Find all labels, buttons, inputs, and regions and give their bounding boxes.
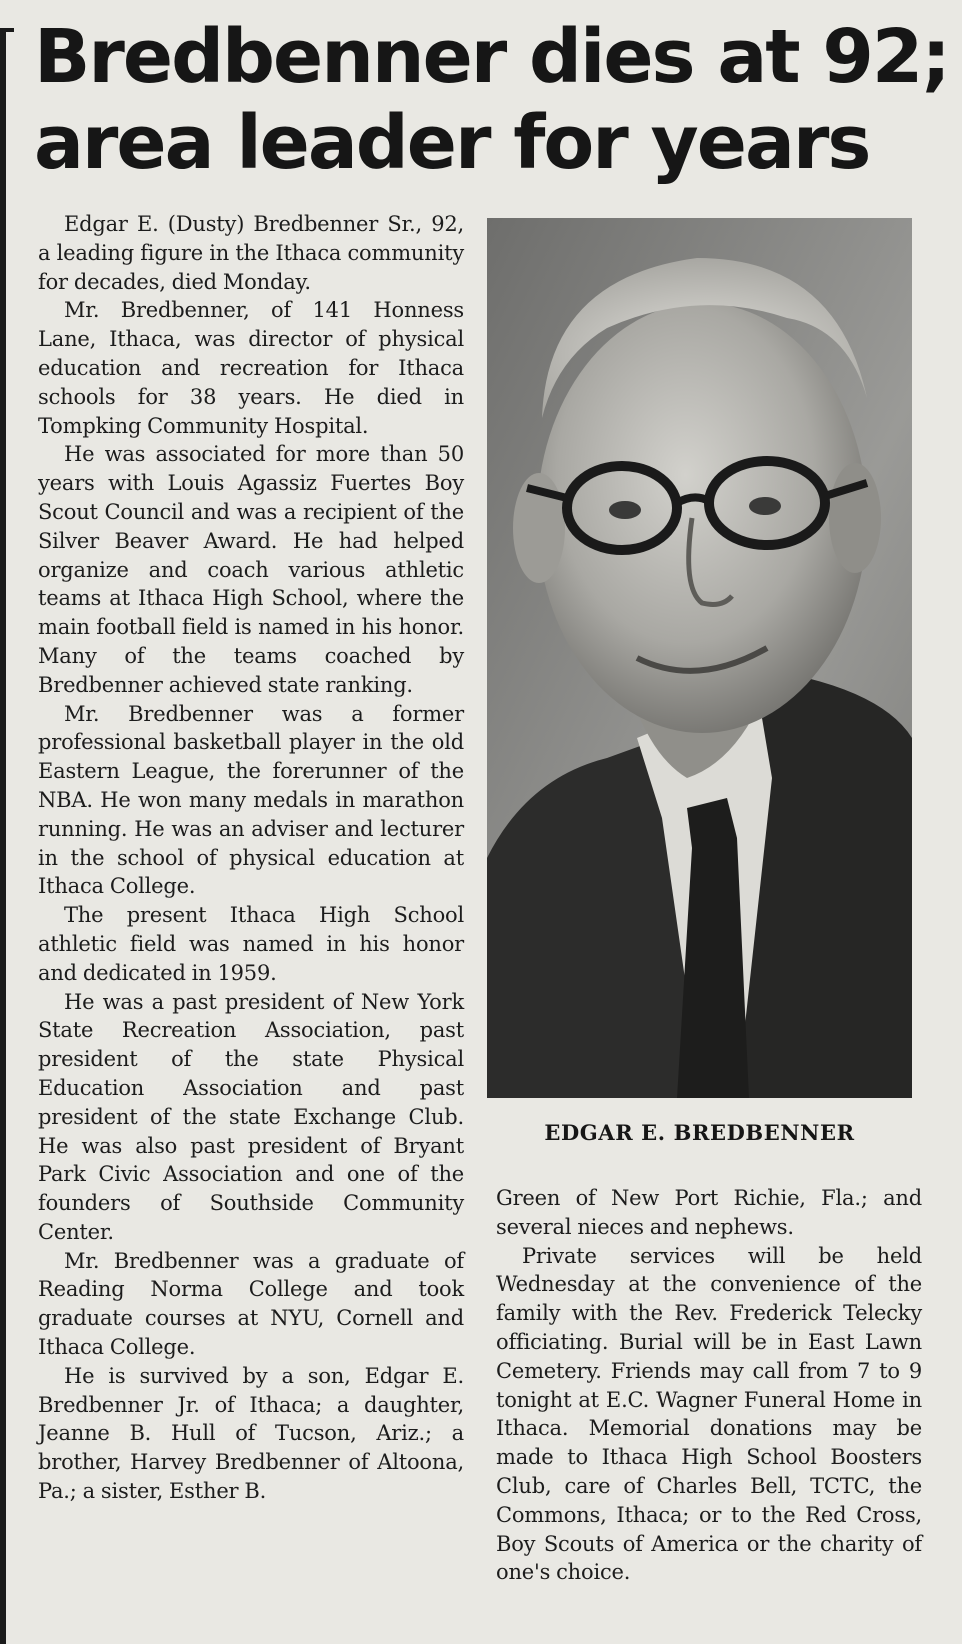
portrait-photo [487, 218, 912, 1098]
article-paragraph: Green of New Port Richie, Fla.; and several nieces and nephews. [496, 1186, 922, 1239]
article-paragraph: Mr. Bredbenner, of 141 Honness Lane, Ithaca, was director of physical education and recreation for Ithaca schools for 38 years. He died in Tompking Community Hospital. [38, 298, 464, 438]
article-paragraph: He is survived by a son, Edgar E. Bredbenner Jr. of Ithaca; a daughter, Jeanne B. Hull of Tucson, Ariz.; a brother, Harvey Bredbenner of Altoona, Pa.; a sister, Esther B. [38, 1363, 464, 1504]
headline-line-2: area leader for years [34, 100, 870, 186]
headline [34, 14, 954, 186]
headline-line-1: Bredbenner dies at 92; [34, 14, 950, 100]
article-paragraph: The present Ithaca High School athletic field was named in his honor and dedicated in 1959. [38, 903, 464, 985]
column-rule [0, 28, 6, 1644]
article-paragraph: Edgar E. (Dusty) Bredbenner Sr., 92, a leading figure in the Ithaca community for decades, died Monday. [38, 212, 464, 294]
article-column-right [496, 1184, 922, 1624]
article-paragraph: He was associated for more than 50 years with Louis Agassiz Fuertes Boy Scout Council and was a recipient of the Silver Beaver Award. He had helped organize and coach various athletic teams at Ithaca High School, where the main football field is named in his honor. Many of the teams coached by Bredbenner achieved state ranking. [38, 442, 464, 697]
portrait-photo-icon [487, 218, 912, 1098]
article-column-left [38, 210, 464, 1640]
article-paragraph: Mr. Bredbenner was a graduate of Reading Norma College and took graduate courses at NYU, Cornell and Ithaca College. [38, 1248, 464, 1360]
column-rule-tick [0, 28, 14, 32]
photo-caption: EDGAR E. BREDBENNER [544, 1120, 855, 1145]
article-paragraph: He was a past president of New York State Recreation Association, past president of the state Physical Education Association and past president of the state Exchange Club. He was also past president of Bryant Park Civic Association and one of the founders of Southside Community Center. [38, 989, 464, 1244]
article-paragraph: Private services will be held Wednesday at the convenience of the family with the Rev. Frederick Telecky officiating. Burial will be in East Lawn Cemetery. Friends may call from 7 to 9 tonight at E.C. Wagner Funeral Home in Ithaca. Memorial donations may be made to Ithaca High School Boosters Club, care of Charles Bell, TCTC, the Commons, Ithaca; or to the Red Cross, Boy Scouts of America or the charity of one's choice. [496, 1243, 922, 1585]
article-paragraph: Mr. Bredbenner was a former professional basketball player in the old Eastern League, the forerunner of the NBA. He won many medals in marathon running. He was an adviser and lecturer in the school of physical education at Ithaca College. [38, 701, 464, 899]
